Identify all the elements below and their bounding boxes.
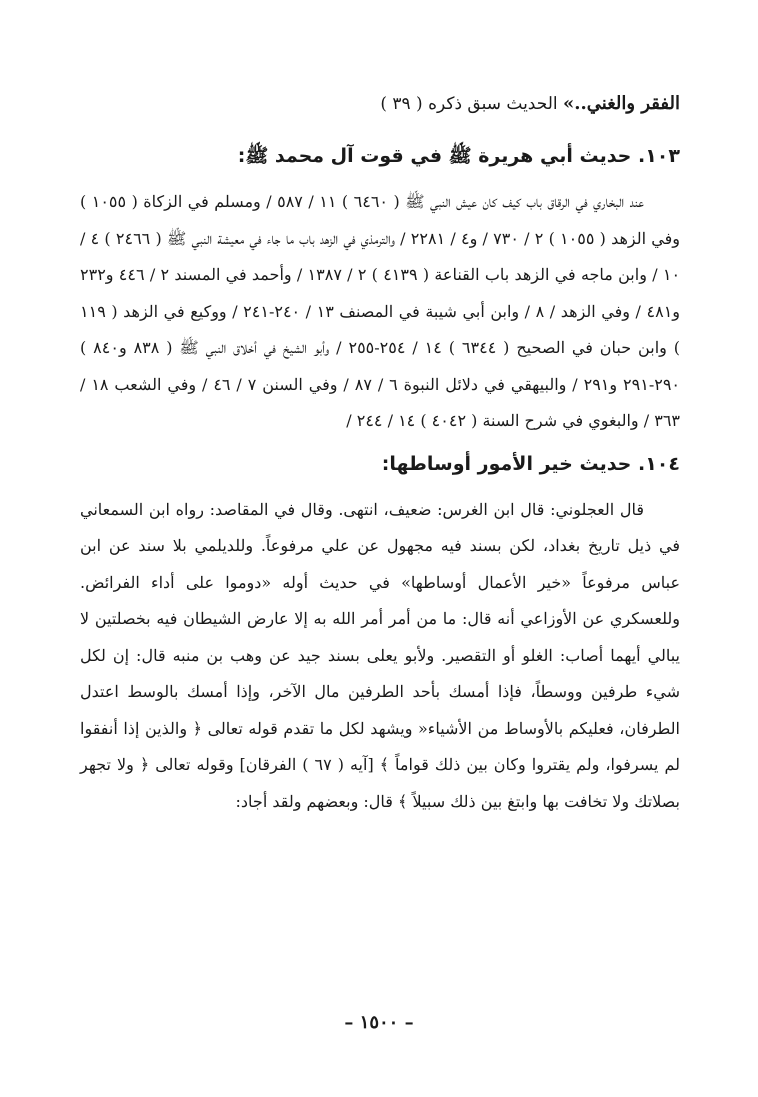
continuation-bold-text: الفقر والغني..» <box>563 93 680 114</box>
section-heading-104: ١٠٤. حديث خير الأمور أوساطها: <box>381 452 680 475</box>
section-heading-103: ١٠٣. حديث أبي هريرة ﷺ في قوت آل محمد ﷺ: <box>237 145 680 167</box>
continuation-line <box>80 90 680 118</box>
page-number: – ١٥٠٠ – <box>344 1012 414 1033</box>
section-body-103: عند البخاري في الرقاق باب كيف كان عيش النبي ﷺ ( ٦٤٦٠ ) ١١ / ٥٨٧ / ومسلم في الزكاة ( ١٠٥٥ ) وفي الزهد ( ١٠٥٥ ) ٢ / ٧٣٠ / و٤ / ٢٢٨١ / والترمذي في الزهد باب ما جاء في معيشة النبي ﷺ ( ٢٤٦٦ ) ٤ / ١٠ / وابن ماجه في الزهد باب القناعة ( ٤١٣٩ ) ٢ / ١٣٨٧ / وأحمد في المسند ٢ / ٤٤٦ و٢٣٢ و٤٨١ / وفي الزهد / ٨ / وابن أبي شيبة في المصنف ١٣ / ٢٤٠-٢٤١ / ووكيع في الزهد ( ١١٩ ) وابن حبان في الصحيح ( ٦٣٤٤ ) ١٤ / ٢٥٤-٢٥٥ / وأبو الشيخ في أخلاق النبي ﷺ ( ٨٣٨ و٨٤٠ ) ٢٩٠-٢٩١ و٢٩١ / والبيهقي في دلائل النبوة ٦ / ٨٧ / وفي السنن ٧ / ٤٦ / وفي الشعب ١٨ / ٣٦٣ / والبغوي في شرح السنة ( ٤٠٤٢ ) ١٤ / ٢٤٤ / <box>80 192 681 430</box>
section-body-104: قال العجلوني: قال ابن الغرس: ضعيف، انتهى. وقال في المقاصد: رواه ابن السمعاني في ذيل تاريخ بغداد، لكن بسند فيه مجهول عن علي مرفوعاً. وللديلمي بلا سند عن ابن عباس مرفوعاً «خير الأعمال أوساطها» في حديث أوله «دوموا على أداء الفرائض. وللعسكري عن الأوزاعي أنه قال: ما من أمر أمر الله به إلا عارض الشيطان فيه بخصلتين لا يبالي أيهما أصاب: الغلو أو التقصير. ولأبو يعلى بسند جيد عن وهب بن منبه قال: إن لكل شيء طرفين ووسطاً، فإذا أمسك بأحد الطرفين مال الآخر، وإذا أمسك بالوسط اعتدل الطرفان، فعليكم بالأوساط من الأشياء« ويشهد لكل ما تقدم قوله تعالى ﴿ والذين إذا أنفقوا لم يسرفوا، ولم يقتروا وكان بين ذلك قواماً ﴾ [آيه ( ٦٧ ) الفرقان] وقوله تعالى ﴿ ولا تجهر بصلاتك ولا تخافت بها وابتغ بين ذلك سبيلاً ﴾ قال: وبعضهم ولقد أجاد: <box>80 499 681 811</box>
continuation-rest-text: الحديث سبق ذكره ( ٣٩ ) <box>380 94 564 114</box>
